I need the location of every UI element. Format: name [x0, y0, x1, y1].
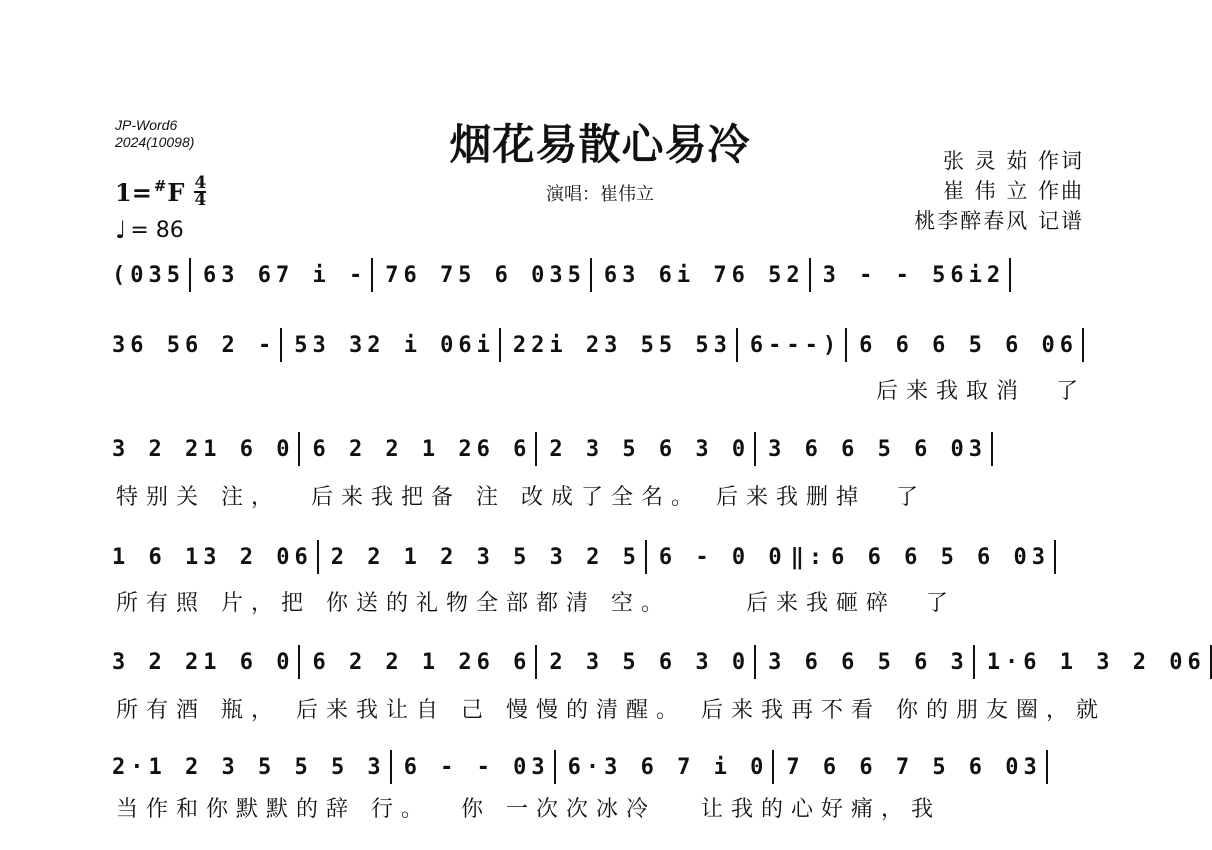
time-signature: [194, 173, 207, 210]
score-row-5: [112, 645, 1206, 679]
barline: [1046, 750, 1048, 784]
measure: 63 67 i -: [202, 262, 368, 288]
barline: [754, 432, 756, 466]
measure: 6·3 6 7 i 0: [567, 754, 769, 780]
barline: [1054, 540, 1056, 574]
measure: (035: [112, 262, 185, 288]
measure: 53 32 i 06i: [294, 332, 495, 358]
measure: 2 3 5 6 3 0: [549, 436, 751, 462]
score-row-3: [112, 432, 1090, 466]
song-title: 烟花易散心易冷: [449, 120, 751, 169]
time-top: 4: [194, 173, 207, 193]
barline: [189, 258, 191, 292]
barline: [845, 328, 847, 362]
measure: 3 6 6 5 6 03: [768, 436, 988, 462]
barline: [280, 328, 282, 362]
score-row-4: [112, 540, 1090, 574]
barline: [535, 432, 537, 466]
measure: 3 6 6 5 6 3: [768, 649, 969, 675]
measure: 1·6 1 3 2 06: [986, 649, 1206, 675]
barline: [809, 258, 811, 292]
measure: 6 - - 03: [403, 754, 550, 780]
transcriber-credit: 桃李醉春风 记谱: [914, 209, 1084, 233]
barline: [736, 328, 738, 362]
barline: [554, 750, 556, 784]
barline: [390, 750, 392, 784]
repeat-start-sign: ‖:: [790, 544, 828, 570]
sharp-icon: #: [153, 177, 167, 195]
credits-block: [914, 146, 1084, 236]
measure: 6 6 6 5 6 06: [859, 332, 1079, 358]
measure: 3 2 21 6 0: [112, 436, 295, 462]
source-line-2: 2024(10098): [115, 134, 195, 150]
key-prefix: 1=: [115, 177, 152, 207]
key-signature: [115, 173, 207, 210]
barline: [590, 258, 592, 292]
measure: 76 75 6 035: [385, 262, 586, 288]
measure: 6 2 2 1 26 6: [312, 649, 532, 675]
lyric-line-1: 后来我取消 了: [876, 379, 1086, 404]
measure: 6 6 6 5 6 03: [831, 544, 1051, 570]
score-row-1: [112, 258, 1090, 292]
barline: [991, 432, 993, 466]
measure: 22i 23 55 53: [512, 332, 732, 358]
barline: [371, 258, 373, 292]
measure: 36 56 2 -: [112, 332, 277, 358]
measure: 63 6i 76 52: [603, 262, 805, 288]
key-note: F: [167, 177, 185, 207]
score-row-6: [112, 750, 1090, 784]
quarter-note-icon: ♩: [115, 216, 127, 244]
measure: 6 - 0 0: [658, 544, 787, 570]
lyric-line-3: 所有照 片，把 你送的礼物全部都清 空。 后来我砸碎 了: [116, 591, 956, 616]
barline: [754, 645, 756, 679]
barline: [645, 540, 647, 574]
measure: 7 6 6 7 5 6 03: [786, 754, 1042, 780]
time-bottom: 4: [194, 190, 207, 210]
measure: 2·1 2 3 5 5 5 3: [112, 754, 386, 780]
score-row-2: [112, 328, 1090, 362]
measure: 1 6 13 2 06: [112, 544, 313, 570]
barline: [317, 540, 319, 574]
lyric-line-5: 当作和你默默的辞 行。 你 一次次冰冷 让我的心好痛，我: [116, 797, 941, 822]
barline: [772, 750, 774, 784]
measure: 3 - - 56i2: [822, 262, 1006, 288]
barline: [973, 645, 975, 679]
measure: 6---): [749, 332, 842, 358]
tempo-marking: [115, 216, 184, 244]
tempo-value: = 86: [130, 217, 184, 243]
lyricist-credit: 张 灵 茹 作词: [942, 149, 1084, 173]
barline: [499, 328, 501, 362]
measure: 3 2 21 6 0: [112, 649, 295, 675]
lyric-line-2: 特别关 注， 后来我把备 注 改成了全名。 后来我删掉 了: [116, 485, 926, 510]
barline: [535, 645, 537, 679]
composer-credit: 崔 伟 立 作曲: [942, 179, 1084, 203]
source-line-1: JP-Word6: [115, 117, 178, 133]
barline: [1210, 645, 1212, 679]
barline: [1009, 258, 1011, 292]
measure: 6 2 2 1 26 6: [312, 436, 532, 462]
barline: [298, 432, 300, 466]
measure: 2 3 5 6 3 0: [549, 649, 751, 675]
performer-credit: 演唱：崔伟立: [546, 184, 654, 205]
lyric-line-4: 所有酒 瓶， 后来我让自 己 慢慢的清醒。 后来我再不看 你的朋友圈，就: [116, 698, 1106, 723]
barline: [1082, 328, 1084, 362]
measure: 2 2 1 2 3 5 3 2 5: [330, 544, 641, 570]
barline: [298, 645, 300, 679]
